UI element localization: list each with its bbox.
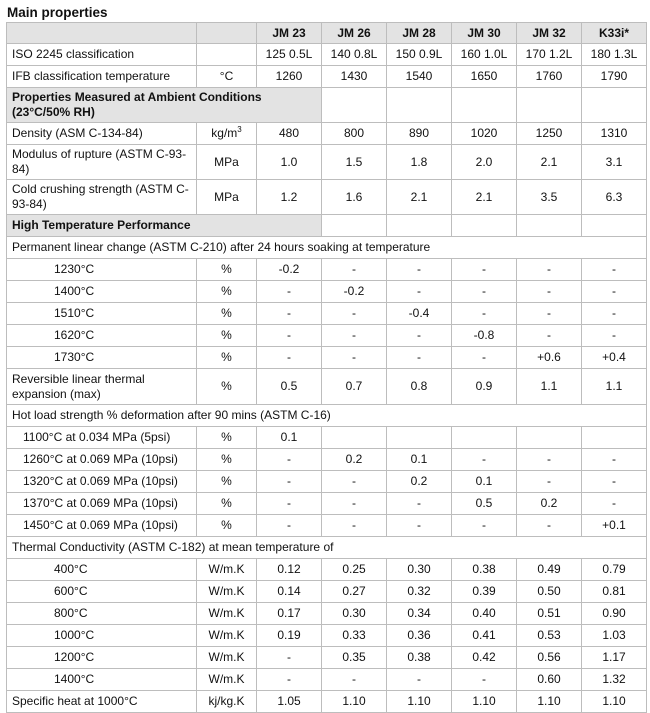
value-cell: 1.10 [322, 691, 387, 713]
value-cell: 0.12 [257, 559, 322, 581]
value-cell: 1.03 [582, 625, 647, 647]
row-label: IFB classification temperature [7, 66, 197, 88]
table-row [7, 281, 647, 303]
value-cell: - [387, 347, 452, 369]
value-cell: 1.5 [322, 145, 387, 180]
value-cell: 140 0.8L [322, 44, 387, 66]
value-cell: - [517, 303, 582, 325]
value-cell: 170 1.2L [517, 44, 582, 66]
value-cell: 0.2 [517, 493, 582, 515]
value-cell: - [452, 515, 517, 537]
value-cell: - [257, 325, 322, 347]
value-cell: 0.34 [387, 603, 452, 625]
column-header: JM 26 [322, 23, 387, 44]
empty-cell [387, 215, 452, 237]
value-cell: 1310 [582, 123, 647, 145]
unit-cell: W/m.K [197, 669, 257, 691]
table-row [7, 581, 647, 603]
unit-cell: °C [197, 66, 257, 88]
row-label: Modulus of rupture (ASTM C-93-84) [7, 145, 197, 180]
value-cell: - [387, 669, 452, 691]
unit-cell: % [197, 281, 257, 303]
value-cell: 0.56 [517, 647, 582, 669]
table-row [7, 145, 647, 180]
value-cell: 1.8 [387, 145, 452, 180]
value-cell: - [517, 471, 582, 493]
value-cell: - [517, 449, 582, 471]
section-header-row [7, 88, 647, 123]
unit-cell [197, 44, 257, 66]
value-cell: 0.1 [257, 427, 322, 449]
value-cell: 0.49 [517, 559, 582, 581]
value-cell: - [387, 281, 452, 303]
value-cell: - [517, 281, 582, 303]
value-cell: 0.1 [387, 449, 452, 471]
value-cell: 0.7 [322, 369, 387, 405]
value-cell: 0.51 [517, 603, 582, 625]
unit-cell: MPa [197, 180, 257, 215]
value-cell: 125 0.5L [257, 44, 322, 66]
value-cell: - [322, 515, 387, 537]
table-row [7, 369, 647, 405]
unit-cell: % [197, 449, 257, 471]
section-header: High Temperature Performance [7, 215, 322, 237]
table-body [7, 23, 647, 713]
value-cell: - [452, 347, 517, 369]
value-cell: - [452, 281, 517, 303]
value-cell: 0.30 [387, 559, 452, 581]
value-cell: 0.19 [257, 625, 322, 647]
value-cell: - [452, 449, 517, 471]
value-cell: 1.0 [257, 145, 322, 180]
table-row [7, 66, 647, 88]
empty-cell [582, 215, 647, 237]
group-title-row [7, 537, 647, 559]
value-cell: - [452, 669, 517, 691]
value-cell: - [257, 471, 322, 493]
value-cell: - [322, 259, 387, 281]
header-blank-cell [7, 23, 197, 44]
properties-table [6, 22, 647, 713]
unit-cell: % [197, 303, 257, 325]
unit-cell: % [197, 325, 257, 347]
value-cell: 0.35 [322, 647, 387, 669]
value-cell: 480 [257, 123, 322, 145]
value-cell: - [322, 493, 387, 515]
value-cell: 2.0 [452, 145, 517, 180]
row-label: Cold crushing strength (ASTM C-93-84) [7, 180, 197, 215]
value-cell: 0.60 [517, 669, 582, 691]
value-cell: - [322, 303, 387, 325]
value-cell: 2.1 [387, 180, 452, 215]
value-cell: - [322, 325, 387, 347]
value-cell: -0.8 [452, 325, 517, 347]
unit-cell: W/m.K [197, 581, 257, 603]
value-cell: 800 [322, 123, 387, 145]
row-label: 1400°C [7, 281, 197, 303]
empty-cell [517, 88, 582, 123]
value-cell: 1.10 [517, 691, 582, 713]
value-cell: 0.1 [452, 471, 517, 493]
value-cell: - [517, 515, 582, 537]
table-row [7, 493, 647, 515]
value-cell: 1.17 [582, 647, 647, 669]
group-title: Thermal Conductivity (ASTM C-182) at mean temperature of [7, 537, 647, 559]
row-label: 1230°C [7, 259, 197, 281]
row-label: 1200°C [7, 647, 197, 669]
value-cell: +0.6 [517, 347, 582, 369]
row-label: 1730°C [7, 347, 197, 369]
value-cell: 0.53 [517, 625, 582, 647]
empty-cell [387, 88, 452, 123]
value-cell: -0.2 [257, 259, 322, 281]
value-cell: 0.5 [257, 369, 322, 405]
unit-cell: % [197, 347, 257, 369]
header-unit-cell [197, 23, 257, 44]
table-row [7, 427, 647, 449]
column-header: JM 28 [387, 23, 452, 44]
group-title-row [7, 237, 647, 259]
value-cell: 0.42 [452, 647, 517, 669]
value-cell: 0.8 [387, 369, 452, 405]
value-cell: - [257, 449, 322, 471]
unit-cell: W/m.K [197, 603, 257, 625]
group-title: Permanent linear change (ASTM C-210) after 24 hours soaking at temperature [7, 237, 647, 259]
table-row [7, 449, 647, 471]
unit-cell: W/m.K [197, 625, 257, 647]
value-cell: - [257, 303, 322, 325]
column-header: K33i* [582, 23, 647, 44]
empty-cell [517, 215, 582, 237]
value-cell: - [257, 347, 322, 369]
empty-cell [322, 88, 387, 123]
unit-cell: % [197, 259, 257, 281]
value-cell: 160 1.0L [452, 44, 517, 66]
unit-text: kg/m [211, 126, 238, 140]
value-cell: 0.38 [452, 559, 517, 581]
column-header: JM 30 [452, 23, 517, 44]
value-cell [582, 427, 647, 449]
value-cell: 1.10 [452, 691, 517, 713]
value-cell: 1760 [517, 66, 582, 88]
value-cell: - [517, 259, 582, 281]
value-cell: 1.10 [387, 691, 452, 713]
unit-cell: % [197, 427, 257, 449]
value-cell: 0.25 [322, 559, 387, 581]
value-cell: - [582, 259, 647, 281]
table-row [7, 303, 647, 325]
value-cell: 1540 [387, 66, 452, 88]
row-label: 1620°C [7, 325, 197, 347]
value-cell [517, 427, 582, 449]
empty-cell [452, 88, 517, 123]
value-cell: 150 0.9L [387, 44, 452, 66]
unit-cell: % [197, 515, 257, 537]
value-cell: - [387, 493, 452, 515]
value-cell: - [257, 493, 322, 515]
row-label: 1100°C at 0.034 MPa (5psi) [7, 427, 197, 449]
value-cell: 3.5 [517, 180, 582, 215]
value-cell: 0.30 [322, 603, 387, 625]
value-cell: - [257, 647, 322, 669]
value-cell: - [387, 259, 452, 281]
unit-cell: % [197, 369, 257, 405]
value-cell: 1650 [452, 66, 517, 88]
value-cell: 0.79 [582, 559, 647, 581]
value-cell: 0.32 [387, 581, 452, 603]
value-cell: 890 [387, 123, 452, 145]
value-cell: 0.2 [322, 449, 387, 471]
value-cell: - [257, 515, 322, 537]
value-cell: 1.1 [517, 369, 582, 405]
value-cell: - [387, 325, 452, 347]
value-cell: 180 1.3L [582, 44, 647, 66]
table-row [7, 559, 647, 581]
unit-cell: MPa [197, 145, 257, 180]
value-cell: 1260 [257, 66, 322, 88]
value-cell: 0.90 [582, 603, 647, 625]
value-cell: 0.39 [452, 581, 517, 603]
value-cell: 1790 [582, 66, 647, 88]
value-cell: - [387, 515, 452, 537]
row-label: Reversible linear thermal expansion (max) [7, 369, 197, 405]
value-cell: 1.10 [582, 691, 647, 713]
row-label: 1320°C at 0.069 MPa (10psi) [7, 471, 197, 493]
table-row [7, 347, 647, 369]
table-header-row [7, 23, 647, 44]
empty-cell [582, 88, 647, 123]
value-cell: 0.9 [452, 369, 517, 405]
value-cell: 1430 [322, 66, 387, 88]
value-cell: 0.2 [387, 471, 452, 493]
value-cell: 0.36 [387, 625, 452, 647]
table-row [7, 44, 647, 66]
section-header: Properties Measured at Ambient Conditions (23°C/50% RH) [7, 88, 322, 123]
value-cell: 1250 [517, 123, 582, 145]
row-label: 1260°C at 0.069 MPa (10psi) [7, 449, 197, 471]
empty-cell [452, 215, 517, 237]
group-title: Hot load strength % deformation after 90 mins (ASTM C-16) [7, 405, 647, 427]
row-label: ISO 2245 classification [7, 44, 197, 66]
value-cell: 0.40 [452, 603, 517, 625]
value-cell: 2.1 [452, 180, 517, 215]
row-label: 600°C [7, 581, 197, 603]
value-cell: 0.14 [257, 581, 322, 603]
value-cell: - [582, 471, 647, 493]
table-row [7, 625, 647, 647]
unit-cell [197, 123, 257, 145]
unit-cell: kj/kg.K [197, 691, 257, 713]
value-cell: - [517, 325, 582, 347]
value-cell: -0.4 [387, 303, 452, 325]
table-row [7, 669, 647, 691]
value-cell: - [582, 303, 647, 325]
value-cell: 3.1 [582, 145, 647, 180]
column-header: JM 23 [257, 23, 322, 44]
table-row [7, 603, 647, 625]
value-cell: - [257, 281, 322, 303]
value-cell: - [452, 259, 517, 281]
value-cell: 2.1 [517, 145, 582, 180]
value-cell: 0.5 [452, 493, 517, 515]
group-title-row [7, 405, 647, 427]
value-cell: -0.2 [322, 281, 387, 303]
row-label: 1000°C [7, 625, 197, 647]
empty-cell [322, 215, 387, 237]
value-cell: 0.50 [517, 581, 582, 603]
column-header: JM 32 [517, 23, 582, 44]
table-row [7, 515, 647, 537]
value-cell: 0.27 [322, 581, 387, 603]
value-cell: 0.33 [322, 625, 387, 647]
value-cell: - [452, 303, 517, 325]
value-cell: 1020 [452, 123, 517, 145]
unit-cell: W/m.K [197, 647, 257, 669]
row-label: Density (ASM C-134-84) [7, 123, 197, 145]
row-label: 1450°C at 0.069 MPa (10psi) [7, 515, 197, 537]
value-cell: 0.38 [387, 647, 452, 669]
row-label: 800°C [7, 603, 197, 625]
value-cell: - [582, 493, 647, 515]
value-cell: - [257, 669, 322, 691]
value-cell: - [322, 347, 387, 369]
section-header-row [7, 215, 647, 237]
value-cell: 1.05 [257, 691, 322, 713]
row-label: 1510°C [7, 303, 197, 325]
value-cell: 6.3 [582, 180, 647, 215]
value-cell: +0.1 [582, 515, 647, 537]
table-row [7, 123, 647, 145]
table-row [7, 691, 647, 713]
value-cell [387, 427, 452, 449]
unit-superscript: 3 [237, 125, 242, 134]
value-cell: 1.6 [322, 180, 387, 215]
row-label: 400°C [7, 559, 197, 581]
table-row [7, 259, 647, 281]
table-row [7, 647, 647, 669]
value-cell: - [582, 281, 647, 303]
table-row [7, 325, 647, 347]
value-cell: +0.4 [582, 347, 647, 369]
unit-cell: % [197, 471, 257, 493]
value-cell: 0.41 [452, 625, 517, 647]
row-label: 1400°C [7, 669, 197, 691]
value-cell: - [322, 669, 387, 691]
value-cell [452, 427, 517, 449]
value-cell: 0.17 [257, 603, 322, 625]
value-cell: 0.81 [582, 581, 647, 603]
row-label: 1370°C at 0.069 MPa (10psi) [7, 493, 197, 515]
value-cell [322, 427, 387, 449]
value-cell: 1.1 [582, 369, 647, 405]
unit-cell: W/m.K [197, 559, 257, 581]
value-cell: - [582, 325, 647, 347]
value-cell: - [322, 471, 387, 493]
value-cell: 1.32 [582, 669, 647, 691]
table-row [7, 471, 647, 493]
value-cell: - [582, 449, 647, 471]
page-title: Main properties [7, 5, 108, 20]
value-cell: 1.2 [257, 180, 322, 215]
unit-cell: % [197, 493, 257, 515]
table-row [7, 180, 647, 215]
row-label: Specific heat at 1000°C [7, 691, 197, 713]
